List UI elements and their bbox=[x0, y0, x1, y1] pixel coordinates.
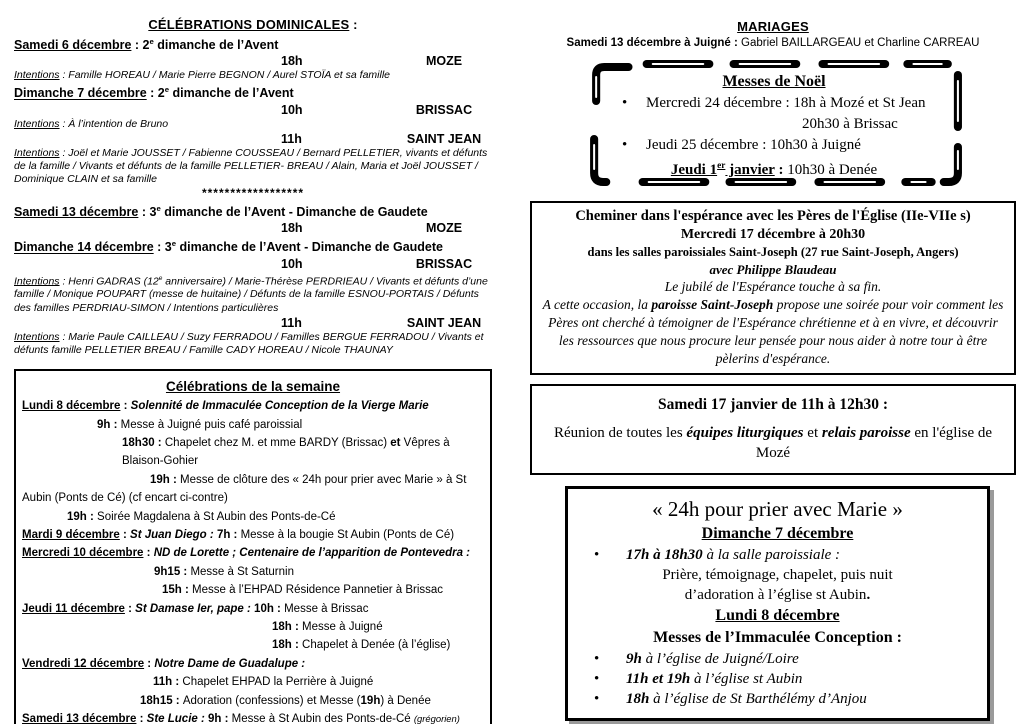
text-run: Intentions bbox=[14, 69, 60, 82]
text-run: Messe à Brissac bbox=[284, 602, 369, 615]
mariage-entry bbox=[530, 36, 1016, 51]
text-run: 9h : bbox=[208, 713, 232, 724]
day-heading bbox=[22, 655, 484, 673]
text-run: : bbox=[136, 713, 147, 724]
text-run: 18h15 : bbox=[140, 694, 183, 707]
text-run: 18h bbox=[626, 691, 650, 707]
text-run: Cheminer dans l'espérance avec les Pères de l'Église (IIe-VIIe s) bbox=[575, 208, 971, 224]
text-run: . bbox=[866, 587, 871, 603]
text-run: anniversaire) / Marie-Thérèse PERDRIEAU / Vivants et défunts d’une famille / Monique POUPART (messe de huitaine) / Défunts de la famille ESNOU-PORTAIS / Défunts des familles PERDRIAU-SIMON / Intentions particulières bbox=[14, 275, 488, 314]
mass-time: 10h bbox=[281, 256, 303, 271]
text-run: 20h30 à Brissac bbox=[802, 116, 898, 132]
time-place-line bbox=[14, 315, 492, 331]
intentions-line bbox=[14, 147, 492, 187]
text-run: dans les salles paroissiales Saint-Joseph (27 rue Saint-Joseph, Angers) bbox=[587, 245, 959, 259]
text-run: 11h : bbox=[153, 676, 183, 689]
noel-title bbox=[582, 70, 966, 93]
text-run: Mercredi 24 décembre : 18h à Mozé et St Jean bbox=[646, 95, 926, 111]
text-run: paroisse Saint-Joseph bbox=[651, 297, 774, 312]
time-entry bbox=[22, 581, 484, 599]
cheminer-body bbox=[540, 296, 1006, 368]
text-run: Messe à la bougie St Aubin (Ponts de Cé) bbox=[240, 529, 455, 541]
text-run: (grégorien) bbox=[413, 713, 460, 724]
cheminer-date bbox=[540, 226, 1006, 244]
text-run: Messes de Noël bbox=[722, 73, 826, 90]
text-run: : Joël et Marie JOUSSET / Fabienne COUSSEAU / Bernard PELLETIER, vivants et défunts de la famille / Vivants et défunts de la famille PELLETIER- BREAU / Alain, Maria et Joël JOUSSET / Dominique CLAIN et sa famille bbox=[14, 146, 488, 186]
noel-mass bbox=[582, 156, 966, 181]
text-run: Samedi 13 décembre bbox=[22, 713, 137, 724]
text-run: 19h bbox=[360, 694, 381, 707]
text-run: relais paroisse bbox=[821, 425, 911, 441]
time-entry bbox=[22, 416, 484, 434]
mass-time: 11h bbox=[281, 131, 302, 146]
text-run: : 3 bbox=[138, 205, 157, 220]
time-place-line bbox=[14, 53, 492, 69]
text-run: Samedi 13 décembre bbox=[14, 205, 139, 220]
text-run: dimanche de l’Avent bbox=[153, 38, 279, 53]
b24-entry bbox=[578, 545, 977, 565]
time-entry bbox=[22, 508, 484, 526]
mass-time: 11h bbox=[281, 315, 302, 330]
text-run: 9h15 : bbox=[154, 565, 191, 578]
bullet-icon: • bbox=[622, 137, 628, 153]
text-run: 17h à 18h30 bbox=[626, 547, 703, 563]
mass-place: BRISSAC bbox=[415, 256, 473, 271]
text-run: Notre Dame de Guadalupe : bbox=[154, 657, 306, 670]
mariages-title bbox=[530, 18, 1016, 36]
text-run: à l’église st Aubin bbox=[690, 671, 803, 687]
text-run: : bbox=[143, 547, 154, 560]
text-run: Réunion de toutes les bbox=[553, 425, 687, 441]
text-run: : 2 bbox=[131, 38, 150, 53]
messes-noel-box bbox=[582, 55, 966, 191]
text-run: Mercredi 10 décembre bbox=[22, 547, 144, 560]
text-run: 9h : bbox=[97, 418, 121, 431]
date-heading bbox=[14, 34, 492, 53]
mass-place: SAINT JEAN bbox=[406, 315, 482, 330]
text-run: 18h : bbox=[272, 621, 303, 634]
date-heading bbox=[14, 236, 492, 255]
text-run: Solennité de Immaculée Conception de la Vierge Marie bbox=[130, 400, 429, 413]
text-run: : 3 bbox=[153, 240, 172, 255]
text-run: Messe à St Saturnin bbox=[190, 565, 294, 578]
intentions-line bbox=[14, 331, 492, 357]
text-run: avec Philippe Blaudeau bbox=[709, 262, 837, 277]
text-run: Prière, témoignage, chapelet, puis nuit bbox=[662, 567, 893, 583]
b24-title bbox=[578, 496, 977, 523]
text-run: Jeudi 1 bbox=[670, 162, 718, 178]
date-heading bbox=[14, 201, 492, 220]
reunion-body bbox=[542, 423, 1004, 463]
time-entry bbox=[22, 434, 484, 471]
text-run: : Famille HOREAU / Marie Pierre BEGNON / Aurel STOÏA et sa famille bbox=[59, 69, 390, 82]
text-run: Intentions bbox=[14, 117, 60, 130]
text-run: Mardi 9 décembre bbox=[22, 529, 120, 541]
text-run: St Damase Ier, pape : bbox=[135, 602, 255, 615]
text-run: en l'église de Mozé bbox=[755, 425, 993, 461]
text-run: : bbox=[124, 602, 136, 615]
text-run: Chapelet EHPAD la Perrière à Juigné bbox=[182, 676, 374, 689]
text-run: Célébrations de la semaine bbox=[165, 379, 341, 395]
text-run: 7h : bbox=[216, 529, 241, 541]
time-entry bbox=[22, 618, 484, 636]
day-heading bbox=[22, 397, 484, 415]
text-run: Jeudi 11 décembre bbox=[22, 602, 125, 615]
text-run: Messe à Juigné bbox=[302, 621, 383, 634]
text-run: Ste Lucie : bbox=[146, 713, 209, 724]
text-run: : À l’intention de Bruno bbox=[59, 117, 169, 130]
bullet-icon: • bbox=[594, 671, 600, 687]
text-run: et bbox=[390, 436, 401, 449]
mass-place: MOZE bbox=[425, 221, 463, 236]
text-run: Lundi 8 décembre bbox=[22, 400, 121, 413]
cheminer-title bbox=[540, 207, 1006, 226]
b24-date bbox=[578, 523, 977, 545]
text-run: équipes liturgiques bbox=[686, 425, 804, 441]
text-run: St Juan Diego : bbox=[130, 529, 217, 541]
text-run: Intentions bbox=[14, 275, 60, 288]
left-column bbox=[14, 16, 492, 724]
text-run: Dimanche 7 décembre bbox=[701, 525, 854, 542]
text-run: CÉLÉBRATIONS DOMINICALES bbox=[148, 17, 350, 32]
box-24h-marie bbox=[565, 486, 990, 721]
text-run: 19h : bbox=[150, 473, 181, 486]
day-heading bbox=[22, 526, 484, 544]
mass-place: MOZE bbox=[425, 54, 463, 69]
text-run: Le jubilé de l'Espérance touche à sa fin. bbox=[664, 279, 882, 294]
text-run: Jeudi 25 décembre : 10h30 à Juigné bbox=[646, 137, 861, 153]
text-run: Chapelet à Denée (à l’église) bbox=[302, 639, 451, 652]
text-run: propose une soirée pour voir comment les Pères ont cherché à témoigner de l'Espérance chrétienne et à en vivre, et découvrir les ressources que nous procure leur pensée pour nous aider à notre tour à être pèlerins d'espérance. bbox=[548, 297, 1004, 366]
text-run: : 2 bbox=[146, 86, 165, 101]
right-column bbox=[530, 18, 1016, 721]
b24-date bbox=[578, 605, 977, 627]
noel-mass bbox=[582, 135, 966, 156]
text-run: Samedi 13 décembre à Juigné : bbox=[566, 37, 738, 49]
text-run: Dimanche 7 décembre bbox=[14, 86, 147, 101]
intentions-line bbox=[14, 69, 492, 82]
reunion-equipes-box bbox=[530, 384, 1016, 475]
b24-subtitle bbox=[578, 627, 977, 649]
text-run: e bbox=[164, 85, 170, 95]
mass-time: 18h bbox=[281, 54, 303, 69]
time-place-line bbox=[14, 220, 492, 236]
text-run: Messe de clôture des « 24h pour prier avec Marie » à St Aubin (Ponts de Cé) (cf encart ci-contre) bbox=[22, 473, 467, 505]
intentions-line bbox=[14, 118, 492, 131]
text-run: ****************** bbox=[201, 186, 305, 201]
reunion-title bbox=[542, 394, 1004, 416]
text-run: 19h : bbox=[67, 510, 98, 523]
bullet-icon: • bbox=[594, 691, 600, 707]
intentions-line bbox=[14, 272, 492, 315]
noel-mass-cont bbox=[582, 114, 966, 135]
bullet-icon: • bbox=[594, 651, 600, 667]
text-run: ) à Denée bbox=[380, 694, 431, 707]
time-entry bbox=[22, 636, 484, 654]
celebrations-semaine-box bbox=[14, 369, 492, 724]
text-run: Vendredi 12 décembre bbox=[22, 657, 145, 670]
text-run: à l’église de St Barthélémy d’Anjou bbox=[649, 691, 867, 707]
text-run: Lundi 8 décembre bbox=[715, 607, 840, 624]
day-heading bbox=[22, 710, 484, 724]
text-run: 10h30 à Denée bbox=[783, 162, 878, 178]
text-run: Samedi 6 décembre bbox=[14, 38, 132, 53]
text-run: 18h30 : bbox=[122, 436, 165, 449]
b24-entry bbox=[578, 669, 977, 689]
text-run: « 24h pour prier avec Marie » bbox=[652, 497, 903, 521]
text-run: Gabriel BAILLARGEAU et Charline CARREAU bbox=[737, 37, 980, 49]
messes-noel-content bbox=[582, 55, 966, 181]
mariages-section bbox=[530, 18, 1016, 51]
week-box-title bbox=[22, 376, 484, 397]
text-run: Mercredi 17 décembre à 20h30 bbox=[680, 227, 866, 242]
section-title bbox=[14, 16, 492, 34]
text-run: MARIAGES bbox=[737, 19, 809, 34]
separator-stars bbox=[14, 186, 492, 201]
text-run: : bbox=[774, 162, 784, 178]
text-run: Messe à l’EHPAD Résidence Pannetier à Brissac bbox=[192, 584, 444, 597]
text-run: dimanche de l’Avent - Dimanche de Gaudete bbox=[176, 240, 443, 255]
text-run: Messe à Juigné puis café paroissial bbox=[120, 418, 303, 431]
text-run: 18h : bbox=[272, 639, 303, 652]
text-run: er bbox=[717, 161, 726, 171]
text-run: 10h : bbox=[254, 602, 285, 615]
text-run: e bbox=[171, 239, 177, 249]
time-entry bbox=[22, 563, 484, 581]
text-run: Soirée Magdalena à St Aubin des Ponts-de-Cé bbox=[97, 510, 336, 523]
day-heading bbox=[22, 544, 484, 562]
text-run: Dimanche 14 décembre bbox=[14, 240, 154, 255]
b24-entry bbox=[578, 689, 977, 709]
text-run: Chapelet chez M. et mme BARDY (Brissac) bbox=[164, 436, 391, 449]
cheminer-esperance-box bbox=[530, 201, 1016, 375]
b24-body bbox=[578, 585, 977, 605]
text-run: 11h et 19h bbox=[626, 671, 691, 687]
text-run: A cette occasion, la bbox=[542, 297, 652, 312]
text-run: à la salle paroissiale : bbox=[702, 547, 841, 563]
text-run: 9h bbox=[626, 651, 642, 667]
cheminer-place bbox=[540, 244, 1006, 261]
text-run: 15h : bbox=[162, 584, 193, 597]
time-entry bbox=[22, 692, 484, 710]
mass-place: SAINT JEAN bbox=[406, 131, 482, 146]
text-run: à l’église de Juigné/Loire bbox=[641, 651, 799, 667]
cheminer-body bbox=[540, 278, 1006, 296]
text-run: et bbox=[803, 425, 822, 441]
text-run: Messes de l’Immaculée Conception : bbox=[653, 629, 902, 646]
mass-place: BRISSAC bbox=[415, 102, 473, 117]
text-run: Intentions bbox=[14, 330, 60, 343]
text-run: Intentions bbox=[14, 146, 60, 159]
text-run: e bbox=[156, 204, 161, 214]
text-run: dimanche de l’Avent - Dimanche de Gaudete bbox=[160, 205, 428, 220]
date-heading bbox=[14, 82, 492, 101]
b24-body bbox=[578, 565, 977, 585]
text-run: Samedi 17 janvier de 11h à 12h30 : bbox=[657, 396, 889, 413]
time-entry bbox=[22, 673, 484, 691]
celebrations-dominicales-section bbox=[14, 16, 492, 357]
text-run: : bbox=[144, 657, 155, 670]
text-run: : bbox=[120, 400, 131, 413]
b24-entry bbox=[578, 649, 977, 669]
text-run: Vêpres à Blaison-Gohier bbox=[122, 436, 450, 468]
time-place-line bbox=[14, 131, 492, 147]
text-run: janvier bbox=[725, 162, 775, 178]
text-run: d’adoration à l’église st Aubin bbox=[684, 587, 867, 603]
bullet-icon: • bbox=[622, 95, 628, 111]
bullet-icon: • bbox=[594, 547, 600, 563]
text-run: : bbox=[349, 17, 358, 32]
text-run: : Marie Paule CAILLEAU / Suzy FERRADOU / Familles BERGUE FERRADOU / Vivants et défunts famille PELLETIER BREAU / Famille CADY HOREAU / Nicole THAUNAY bbox=[14, 330, 484, 356]
text-run: : bbox=[119, 529, 131, 541]
time-entry bbox=[22, 471, 484, 508]
text-run: dimanche de l’Avent bbox=[169, 86, 294, 101]
cheminer-speaker bbox=[540, 261, 1006, 278]
text-run: Adoration (confessions) et Messe ( bbox=[182, 694, 361, 707]
text-run: e bbox=[149, 37, 154, 46]
text-run: : Henri GADRAS (12 bbox=[59, 275, 159, 288]
time-place-line bbox=[14, 102, 492, 118]
noel-mass bbox=[582, 93, 966, 114]
text-run: e bbox=[158, 274, 163, 282]
day-heading bbox=[22, 600, 484, 618]
text-run: ND de Lorette ; Centenaire de l’apparition de Pontevedra : bbox=[153, 547, 470, 560]
mass-time: 18h bbox=[281, 221, 303, 236]
mass-time: 10h bbox=[281, 102, 303, 117]
time-place-line bbox=[14, 256, 492, 272]
text-run: Messe à St Aubin des Ponts-de-Cé bbox=[231, 713, 414, 724]
